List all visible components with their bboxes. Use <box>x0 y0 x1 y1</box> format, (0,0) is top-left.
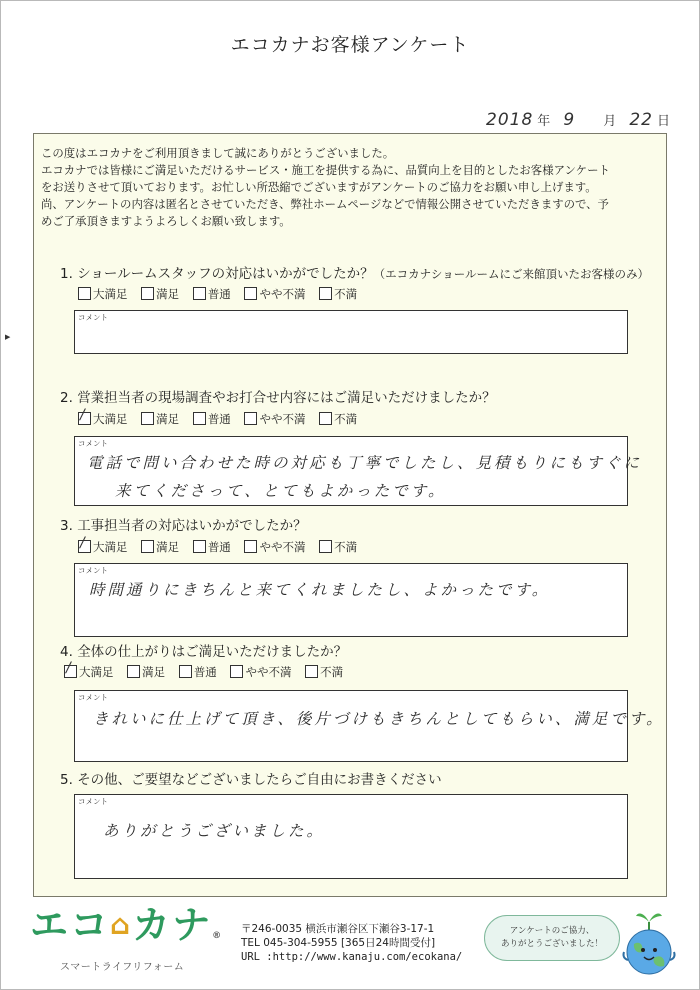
option-very-satisfied[interactable] <box>64 660 114 680</box>
date-month-label: 月 <box>603 114 617 129</box>
comment-text: きれいに仕上げて頂き、後片づけもきちんとしてもらい、満足です。 <box>93 710 665 728</box>
question-2 <box>60 386 496 406</box>
option-very-satisfied[interactable] <box>78 535 128 555</box>
option-label: 普通 <box>207 540 231 554</box>
checkbox[interactable] <box>78 287 91 300</box>
checkbox-checked[interactable] <box>78 407 91 425</box>
comment-text: 時間通りにきちんと来てくれましたし、よかったです。 <box>89 581 551 599</box>
option-normal[interactable] <box>193 286 231 302</box>
tel-line: TEL 045-304-5955 [365日24時間受付] <box>241 937 436 949</box>
checkbox[interactable] <box>193 540 206 553</box>
date-day: 22 <box>629 110 653 130</box>
checkbox[interactable] <box>244 540 257 553</box>
option-label: 満足 <box>156 287 180 301</box>
options-q4 <box>64 660 353 680</box>
option-label: 満足 <box>156 540 180 554</box>
checkbox[interactable] <box>305 665 318 678</box>
date-day-label: 日 <box>656 114 670 129</box>
check-mark-icon: / <box>80 535 85 551</box>
option-label: やや不満 <box>259 412 306 426</box>
comment-label: コメント <box>78 693 108 702</box>
comment-text: ありがとうございました。 <box>103 822 326 840</box>
option-very-satisfied[interactable] <box>78 286 128 302</box>
checkbox[interactable] <box>193 287 206 300</box>
comment-label: コメント <box>78 313 108 322</box>
checkbox[interactable] <box>141 412 154 425</box>
option-label: 満足 <box>156 412 180 426</box>
brand-left: エコ <box>30 903 111 947</box>
comment-box-q3[interactable] <box>74 563 628 637</box>
option-satisfied[interactable] <box>141 286 179 302</box>
ecokana-logo <box>30 903 230 973</box>
checkbox[interactable] <box>141 540 154 553</box>
checkbox[interactable] <box>141 287 154 300</box>
checkbox[interactable] <box>127 665 140 678</box>
option-label: 不満 <box>334 287 358 301</box>
options-q3 <box>78 535 367 555</box>
option-dissatisfied[interactable] <box>319 539 357 555</box>
option-slightly-dissatisfied[interactable] <box>244 539 305 555</box>
question-number: 2. <box>60 390 73 406</box>
thanks-bubble <box>484 915 620 961</box>
comment-label: コメント <box>78 439 108 448</box>
question-text: ショールームスタッフの対応はいかがでしたか？ <box>77 266 374 282</box>
option-satisfied[interactable] <box>141 411 179 427</box>
option-label: 不満 <box>320 665 344 679</box>
checkbox[interactable] <box>193 412 206 425</box>
checkbox[interactable] <box>230 665 243 678</box>
question-text: その他、ご要望などございましたらご自由にお書きください <box>77 772 442 788</box>
option-label: 大満足 <box>93 540 128 554</box>
checkbox[interactable] <box>179 665 192 678</box>
date-month: 9 <box>563 110 576 130</box>
comment-label: コメント <box>78 797 108 806</box>
brand-right: カナ <box>132 903 213 947</box>
intro-line: めご了承頂きますようよろしくお願い致します。 <box>41 214 291 228</box>
globe-mascot-icon <box>614 908 684 980</box>
comment-box-q5[interactable] <box>74 794 628 879</box>
option-label: 普通 <box>193 665 217 679</box>
options-q2 <box>78 407 367 427</box>
question-number: 4. <box>60 644 73 660</box>
option-label: 大満足 <box>93 287 128 301</box>
house-icon: ⌂ <box>110 908 133 941</box>
intro-line: エコカナでは皆様にご満足いただけるサービス・施工を提供する為に、品質向上を目的としたお客様アンケート <box>41 163 610 177</box>
checkbox[interactable] <box>319 287 332 300</box>
question-5 <box>60 768 442 788</box>
option-label: やや不満 <box>259 287 306 301</box>
bubble-line: アンケートのご協力、 <box>509 926 595 936</box>
url-line: URL :http://www.kanaju.com/ecokana/ <box>241 951 463 963</box>
question-text: 全体の仕上がりはご満足いただけましたか？ <box>77 644 348 660</box>
checkbox[interactable] <box>319 412 332 425</box>
option-label: 不満 <box>334 412 358 426</box>
comment-label: コメント <box>78 566 108 575</box>
checkbox-checked[interactable] <box>64 660 77 678</box>
intro-text <box>41 145 661 230</box>
option-label: やや不満 <box>245 665 292 679</box>
question-number: 1. <box>60 266 73 282</box>
option-label: 大満足 <box>79 665 114 679</box>
comment-box-q2[interactable] <box>74 436 643 506</box>
question-text: 営業担当者の現場調査やお打合せ内容にはご満足いただけましたか？ <box>77 390 496 406</box>
question-note: （エコカナショールームにご来館頂いたお客様のみ） <box>373 267 649 281</box>
options-q1 <box>78 286 367 302</box>
question-text: 工事担当者の対応はいかがでしたか？ <box>77 518 307 534</box>
option-normal[interactable] <box>193 411 231 427</box>
option-slightly-dissatisfied[interactable] <box>244 411 305 427</box>
date <box>486 110 678 130</box>
date-year-label: 年 <box>537 114 551 129</box>
option-normal[interactable] <box>193 539 231 555</box>
question-3 <box>60 514 307 534</box>
option-dissatisfied[interactable] <box>319 286 357 302</box>
intro-line: 尚、アンケートの内容は匿名とさせていただき、弊社ホームページなどで情報公開させていただきますので、予 <box>41 197 609 211</box>
brand-subtitle: スマートライフリフォーム <box>60 962 185 973</box>
option-satisfied[interactable] <box>141 539 179 555</box>
intro-line: この度はエコカナをご利用頂きまして誠にありがとうございました。 <box>41 146 395 160</box>
option-label: やや不満 <box>259 540 306 554</box>
check-mark-icon: / <box>80 407 85 423</box>
check-mark-icon: / <box>66 660 71 676</box>
page-title: エコカナお客様アンケート <box>230 34 470 56</box>
option-slightly-dissatisfied[interactable] <box>230 664 291 680</box>
bubble-line: ありがとうございました！ <box>500 939 603 949</box>
comment-box-q4[interactable] <box>74 690 665 762</box>
checkbox[interactable] <box>319 540 332 553</box>
option-label: 普通 <box>207 412 231 426</box>
option-very-satisfied[interactable] <box>78 407 128 427</box>
option-label: 普通 <box>207 287 231 301</box>
option-dissatisfied[interactable] <box>305 664 343 680</box>
option-satisfied[interactable] <box>127 664 165 680</box>
checkbox-checked[interactable] <box>78 535 91 553</box>
comment-box-q1[interactable] <box>74 310 628 354</box>
checkbox[interactable] <box>244 287 257 300</box>
comment-text: 電話で問い合わせた時の対応も丁寧でしたし、見積もりにもすぐに <box>87 454 643 472</box>
registered-icon: ® <box>212 931 224 941</box>
option-slightly-dissatisfied[interactable] <box>244 286 305 302</box>
option-label: 不満 <box>334 540 358 554</box>
question-number: 5. <box>60 772 73 788</box>
option-label: 大満足 <box>93 412 128 426</box>
question-number: 3. <box>60 518 73 534</box>
checkbox[interactable] <box>244 412 257 425</box>
option-normal[interactable] <box>179 664 217 680</box>
margin-arrow-icon: ▶ <box>5 333 11 341</box>
question-1 <box>60 262 649 282</box>
question-4 <box>60 640 347 660</box>
address-line: 〒246-0035 横浜市瀬谷区下瀬谷3-17-1 <box>241 923 435 935</box>
company-address <box>241 922 462 964</box>
intro-line: をお送りさせて頂いております。お忙しい所恐縮でございますがアンケートのご協力をお願い申し上げます。 <box>41 180 597 194</box>
comment-text: 来てくださって、とてもよかったです。 <box>115 482 447 500</box>
option-dissatisfied[interactable] <box>319 411 357 427</box>
option-label: 満足 <box>142 665 166 679</box>
date-year: 2018 <box>486 110 534 130</box>
